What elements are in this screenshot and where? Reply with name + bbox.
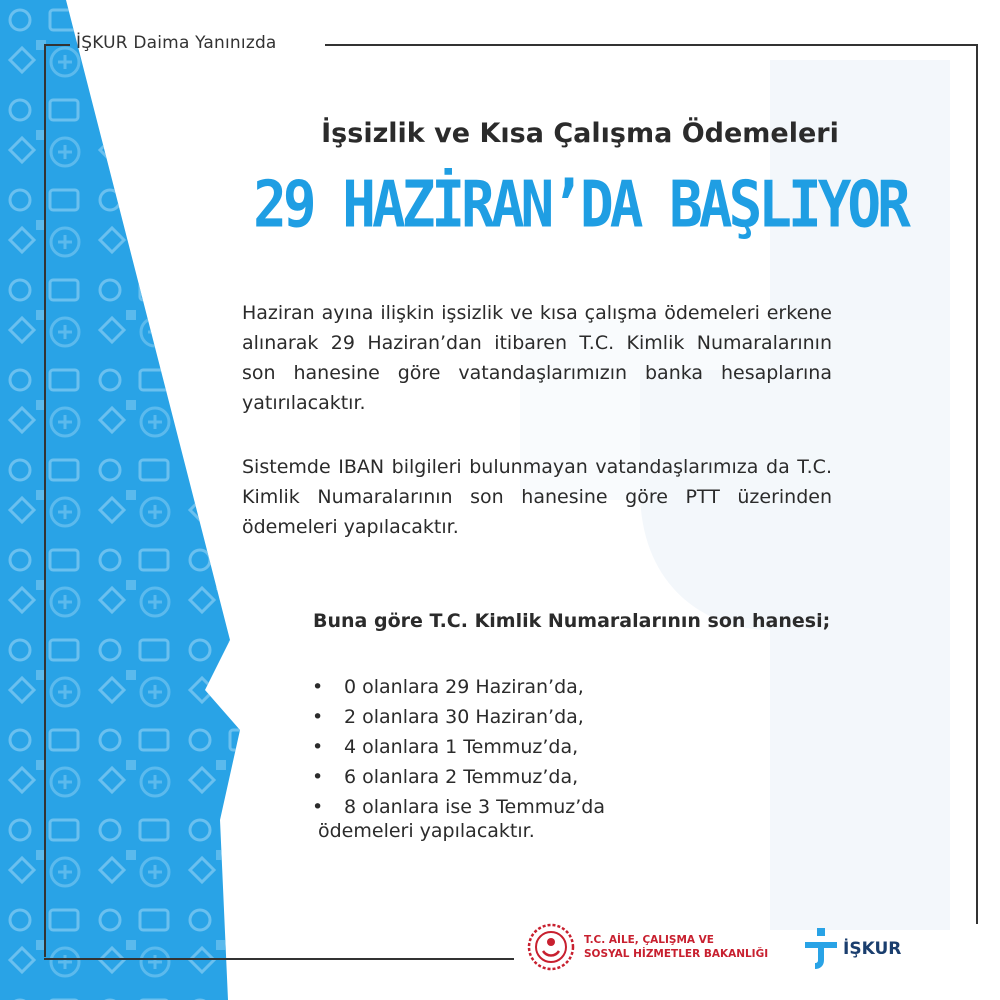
iskur-brand-text: İŞKUR — [843, 939, 902, 959]
list-item — [312, 702, 605, 732]
list-item — [312, 672, 605, 702]
bullet-icon: • — [312, 766, 324, 788]
schedule-closing: ödemeleri yapılacaktır. — [318, 820, 535, 842]
list-item — [312, 792, 605, 822]
ministry-name-line-1: T.C. AİLE, ÇALIŞMA VE — [584, 934, 714, 946]
list-item — [312, 762, 605, 792]
schedule-item-text: 8 olanlara ise 3 Temmuz’da — [344, 796, 606, 818]
header-tagline: İŞKUR Daima Yanınızda — [76, 33, 277, 53]
headline-subject: İşsizlik ve Kısa Çalışma Ödemeleri — [321, 118, 839, 149]
iskur-logo-icon — [803, 928, 839, 970]
schedule-item-text: 4 olanlara 1 Temmuz’da, — [344, 736, 579, 758]
frame-border-bottom — [44, 958, 514, 960]
ministry-emblem-icon — [526, 922, 576, 972]
bullet-icon: • — [312, 676, 324, 698]
ministry-logo — [526, 922, 768, 972]
frame-border-left — [44, 44, 46, 957]
frame-border-top — [325, 44, 978, 46]
payment-schedule-list — [312, 672, 605, 822]
announcement-paragraph-2: Sistemde IBAN bilgileri bulunmayan vatandaşlarımıza da T.C. Kimlik Numaralarının son hanesine göre PTT üzerinden ödemeleri yapılacaktır. — [242, 456, 832, 538]
frame-border-right — [976, 44, 978, 924]
list-item — [312, 732, 605, 762]
ministry-name-line-2: SOSYAL HİZMETLER BAKANLIĞI — [584, 948, 769, 960]
iskur-logo — [803, 928, 901, 970]
schedule-item-text: 6 olanlara 2 Temmuz’da, — [344, 766, 579, 788]
schedule-item-text: 2 olanlara 30 Haziran’da, — [344, 706, 584, 728]
bullet-icon: • — [312, 796, 324, 818]
announcement-paragraph-1: Haziran ayına ilişkin işsizlik ve kısa çalışma ödemeleri erkene alınarak 29 Haziran’dan itibaren T.C. Kimlik Numaralarının son hanesine göre vatandaşlarımızın banka hesaplarına yatırılacaktır. — [242, 302, 832, 414]
schedule-item-text: 0 olanlara 29 Haziran’da, — [344, 676, 584, 698]
bullet-icon: • — [312, 706, 324, 728]
schedule-heading: Buna göre T.C. Kimlik Numaralarının son hanesi; — [313, 610, 831, 632]
headline-date: 29 HAZİRAN’DA BAŞLIYOR — [253, 168, 907, 243]
bullet-icon: • — [312, 736, 324, 758]
frame-border-top-left — [44, 44, 70, 46]
